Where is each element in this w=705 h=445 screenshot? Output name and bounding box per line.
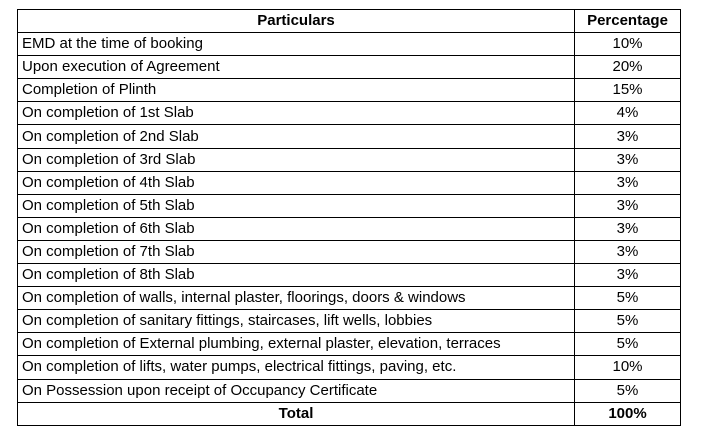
- table-row: [18, 194, 681, 217]
- percentage-cell: 3%: [575, 240, 681, 263]
- table-row: [18, 148, 681, 171]
- percentage-cell: 3%: [575, 194, 681, 217]
- percentage-cell: 10%: [575, 356, 681, 379]
- table-row: [18, 379, 681, 402]
- percentage-cell: 5%: [575, 287, 681, 310]
- payment-schedule-container: [17, 9, 681, 426]
- table-row: [18, 217, 681, 240]
- header-percentage: Percentage: [575, 10, 681, 33]
- particular-cell: On completion of 1st Slab: [18, 102, 575, 125]
- table-row: [18, 125, 681, 148]
- total-label: Total: [18, 402, 575, 425]
- particular-cell: On completion of lifts, water pumps, electrical fittings, paving, etc.: [18, 356, 575, 379]
- table-row: [18, 264, 681, 287]
- total-row: [18, 402, 681, 425]
- particular-cell: On completion of External plumbing, external plaster, elevation, terraces: [18, 333, 575, 356]
- table-row: [18, 102, 681, 125]
- particular-cell: On completion of sanitary fittings, staircases, lift wells, lobbies: [18, 310, 575, 333]
- percentage-cell: 3%: [575, 264, 681, 287]
- percentage-cell: 3%: [575, 125, 681, 148]
- percentage-cell: 5%: [575, 310, 681, 333]
- particular-cell: On completion of 4th Slab: [18, 171, 575, 194]
- percentage-cell: 3%: [575, 217, 681, 240]
- percentage-cell: 4%: [575, 102, 681, 125]
- header-particulars: Particulars: [18, 10, 575, 33]
- percentage-cell: 5%: [575, 379, 681, 402]
- table-row: [18, 171, 681, 194]
- table-row: [18, 240, 681, 263]
- percentage-cell: 10%: [575, 33, 681, 56]
- table-row: [18, 56, 681, 79]
- table-row: [18, 356, 681, 379]
- particular-cell: On completion of 2nd Slab: [18, 125, 575, 148]
- table-row: [18, 333, 681, 356]
- table-row: [18, 33, 681, 56]
- table-row: [18, 287, 681, 310]
- particular-cell: On completion of 8th Slab: [18, 264, 575, 287]
- percentage-cell: 15%: [575, 79, 681, 102]
- table-row: [18, 79, 681, 102]
- particular-cell: On completion of 6th Slab: [18, 217, 575, 240]
- particular-cell: Completion of Plinth: [18, 79, 575, 102]
- table-header-row: [18, 10, 681, 33]
- percentage-cell: 3%: [575, 148, 681, 171]
- particular-cell: On completion of 5th Slab: [18, 194, 575, 217]
- table-row: [18, 310, 681, 333]
- total-percentage: 100%: [575, 402, 681, 425]
- particular-cell: On completion of 3rd Slab: [18, 148, 575, 171]
- particular-cell: On completion of walls, internal plaster, floorings, doors & windows: [18, 287, 575, 310]
- percentage-cell: 3%: [575, 171, 681, 194]
- particular-cell: Upon execution of Agreement: [18, 56, 575, 79]
- particular-cell: EMD at the time of booking: [18, 33, 575, 56]
- particular-cell: On completion of 7th Slab: [18, 240, 575, 263]
- particular-cell: On Possession upon receipt of Occupancy Certificate: [18, 379, 575, 402]
- payment-schedule-table: [17, 9, 681, 426]
- percentage-cell: 20%: [575, 56, 681, 79]
- percentage-cell: 5%: [575, 333, 681, 356]
